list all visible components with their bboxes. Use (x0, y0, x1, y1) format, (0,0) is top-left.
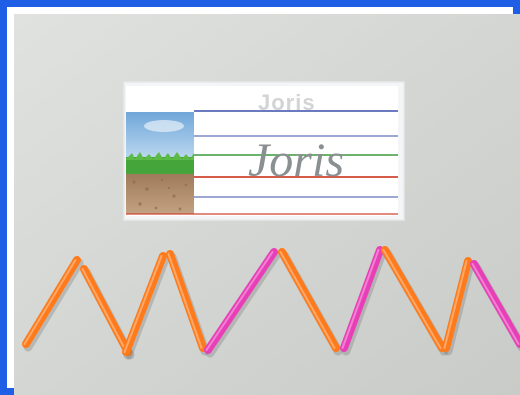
faded-header-text: Joris (258, 90, 316, 115)
photo-canvas (14, 14, 520, 395)
card-name-text: Joris (248, 134, 344, 187)
name-card (124, 82, 404, 220)
sky-picture (126, 112, 194, 157)
cloud-shape (144, 120, 184, 132)
photo-scene (14, 14, 520, 395)
soil-picture (126, 174, 194, 214)
